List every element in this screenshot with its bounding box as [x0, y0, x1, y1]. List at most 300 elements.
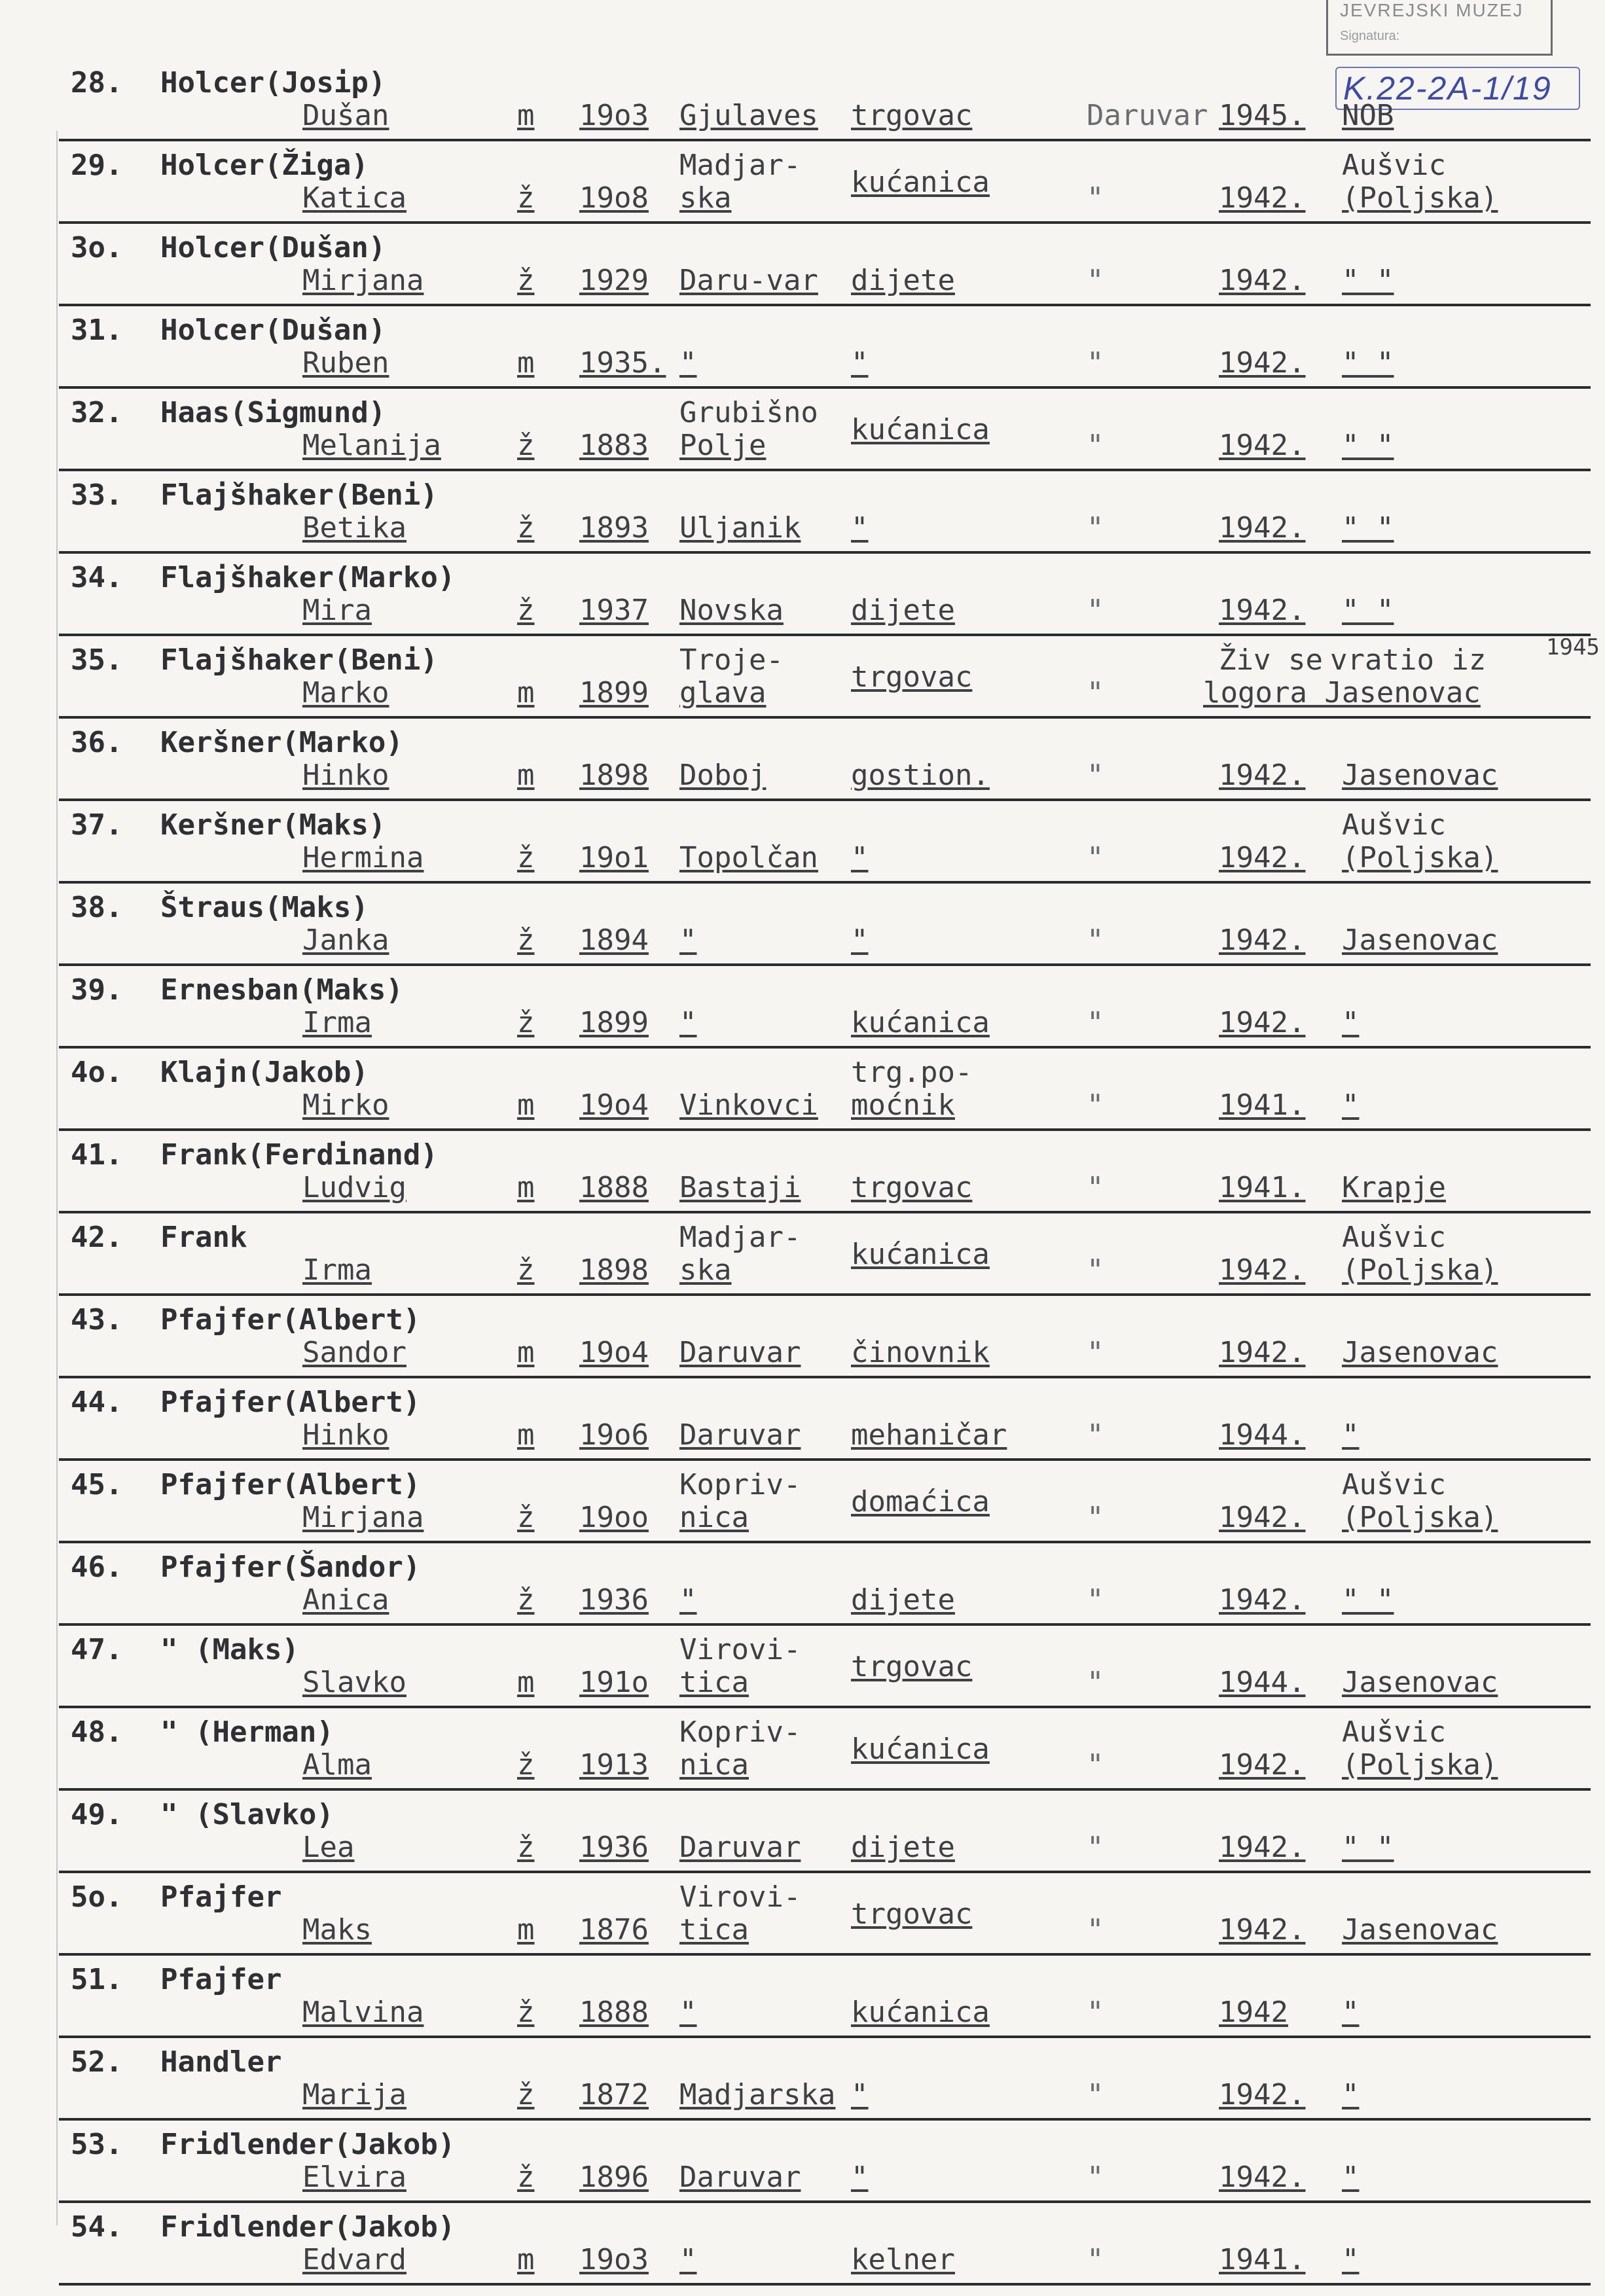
cell-dyear: 1942. [1219, 346, 1306, 380]
cell-dyear: 1942. [1219, 1583, 1306, 1617]
cell-fate2: NOB [1342, 99, 1394, 132]
cell-num: 28. [71, 66, 123, 99]
cell-parent: Frank [160, 1221, 247, 1254]
table-row [0, 1215, 1605, 1297]
cell-parent: " (Herman) [160, 1715, 334, 1749]
row-rule [59, 1046, 1591, 1049]
cell-place2: nica [679, 1748, 749, 1782]
cell-occ: trgovac [851, 1650, 973, 1683]
row-rule [59, 963, 1591, 966]
cell-loc: " [1087, 1913, 1104, 1946]
row-rule [59, 634, 1591, 636]
cell-occ-pre: trg.po- [851, 1056, 973, 1089]
cell-fate: vratio iz [1330, 643, 1487, 677]
cell-place: " [679, 2243, 697, 2276]
cell-place: Madjarska [679, 2078, 836, 2111]
cell-place: Daruvar [679, 1831, 801, 1864]
cell-fate2: Jasenovac [1342, 1336, 1498, 1369]
cell-num: 39. [71, 973, 123, 1007]
cell-num: 44. [71, 1386, 123, 1419]
cell-parent: Holcer(Žiga) [160, 149, 369, 182]
cell-occ: " [851, 511, 869, 545]
cell-fate: Aušvic [1342, 1221, 1446, 1254]
cell-place: Topolčan [679, 841, 818, 874]
cell-dyear: 1942. [1219, 2078, 1306, 2111]
cell-loc: " [1087, 1996, 1104, 2029]
cell-parent: Holcer(Josip) [160, 66, 386, 99]
table-row [0, 1050, 1605, 1132]
cell-sex: m [517, 1913, 535, 1946]
cell-place2: glava [679, 676, 766, 709]
cell-dyear: 1942. [1219, 841, 1306, 874]
cell-occ: mehaničar [851, 1418, 1007, 1452]
cell-num: 32. [71, 396, 123, 429]
cell-sex: m [517, 1088, 535, 1122]
cell-dyear: 1942. [1219, 1336, 1306, 1369]
row-rule [59, 386, 1591, 389]
cell-occ: dijete [851, 1583, 955, 1617]
cell-sex: ž [517, 1583, 535, 1617]
cell-loc: " [1087, 1748, 1104, 1782]
row-rule [59, 304, 1591, 306]
cell-parent: Pfajfer [160, 1880, 282, 1914]
cell-name: Mirko [302, 1088, 389, 1122]
cell-name: Mirjana [302, 1501, 424, 1534]
table-row [0, 2204, 1605, 2287]
cell-loc: " [1087, 1006, 1104, 1039]
cell-loc: " [1087, 1583, 1104, 1617]
row-rule [59, 551, 1591, 554]
cell-place: " [679, 346, 697, 380]
cell-fate2: " [1342, 1088, 1360, 1122]
table-row [0, 1627, 1605, 1710]
cell-occ: domaćica [851, 1485, 990, 1518]
cell-place: Gjulaves [679, 99, 818, 132]
cell-num: 53. [71, 2128, 123, 2161]
cell-fate2: (Poljska) [1342, 181, 1498, 215]
cell-loc: " [1087, 1831, 1104, 1864]
cell-loc: " [1087, 924, 1104, 957]
cell-num: 31. [71, 314, 123, 347]
cell-loc: " [1087, 1088, 1104, 1122]
table-row [0, 555, 1605, 637]
cell-parent: Klajn(Jakob) [160, 1056, 369, 1089]
cell-name: Lea [302, 1831, 355, 1864]
cell-occ: trgovac [851, 99, 973, 132]
row-rule [59, 1871, 1591, 1873]
cell-occ: kućanica [851, 166, 990, 199]
cell-num: 29. [71, 149, 123, 182]
table-row [0, 1792, 1605, 1874]
cell-year: 1898 [579, 1253, 649, 1287]
cell-occ: kelner [851, 2243, 955, 2276]
cell-occ: " [851, 2078, 869, 2111]
cell-sex: ž [517, 841, 535, 874]
cell-dyear: 1944. [1219, 1666, 1306, 1699]
cell-dyear: Živ se [1219, 643, 1323, 677]
cell-occ: dijete [851, 1831, 955, 1864]
cell-place: " [679, 1006, 697, 1039]
cell-dyear: 1941. [1219, 2243, 1306, 2276]
cell-parent: " (Maks) [160, 1633, 299, 1666]
cell-sex: ž [517, 924, 535, 957]
cell-fate2: logora Jasenovac [1203, 676, 1481, 709]
cell-dyear: 1945. [1219, 99, 1306, 132]
cell-place: Daruvar [679, 1418, 801, 1452]
cell-name: Betika [302, 511, 406, 545]
table-row [0, 473, 1605, 555]
table-row [0, 802, 1605, 885]
cell-dyear: 1942. [1219, 2161, 1306, 2194]
row-rule [59, 798, 1591, 801]
cell-parent: Pfajfer(Albert) [160, 1386, 421, 1419]
cell-loc: " [1087, 1253, 1104, 1287]
cell-year: 1888 [579, 1171, 649, 1204]
table-row [0, 308, 1605, 390]
table-row [0, 143, 1605, 225]
cell-place: " [679, 924, 697, 957]
cell-fate2: Jasenovac [1342, 1666, 1498, 1699]
cell-place: Uljanik [679, 511, 801, 545]
cell-place2: ska [679, 1253, 732, 1287]
cell-parent: Handler [160, 2045, 282, 2079]
cell-place: " [679, 1996, 697, 2029]
cell-place: Virovi- [679, 1633, 801, 1666]
cell-fate2: (Poljska) [1342, 1748, 1498, 1782]
cell-loc: " [1087, 841, 1104, 874]
cell-fate2: " [1342, 2243, 1360, 2276]
cell-loc: " [1087, 676, 1104, 709]
cell-name: Sandor [302, 1336, 406, 1369]
table-row [0, 1297, 1605, 1380]
cell-year: 1913 [579, 1748, 649, 1782]
cell-place: " [679, 1583, 697, 1617]
cell-num: 47. [71, 1633, 123, 1666]
cell-loc: " [1087, 511, 1104, 545]
cell-loc: " [1087, 1501, 1104, 1534]
row-rule [59, 1953, 1591, 1956]
cell-loc: " [1087, 181, 1104, 215]
cell-year: 1898 [579, 759, 649, 792]
cell-fate2: (Poljska) [1342, 841, 1498, 874]
cell-parent: Fridlender(Jakob) [160, 2210, 456, 2244]
cell-sex: ž [517, 429, 535, 462]
cell-occ: trgovac [851, 1171, 973, 1204]
table-row [0, 720, 1605, 802]
cell-place: Daru-var [679, 264, 818, 297]
cell-sex: m [517, 759, 535, 792]
cell-fate: Aušvic [1342, 1468, 1446, 1501]
cell-num: 35. [71, 643, 123, 677]
cell-occ: " [851, 924, 869, 957]
cell-parent: Holcer(Dušan) [160, 314, 386, 347]
cell-dyear: 1942. [1219, 594, 1306, 627]
cell-place: Madjar- [679, 149, 801, 182]
cell-year: 1896 [579, 2161, 649, 2194]
row-rule [59, 716, 1591, 719]
cell-name: Anica [302, 1583, 389, 1617]
cell-sex: ž [517, 1831, 535, 1864]
cell-place: Kopriv- [679, 1468, 801, 1501]
cell-year: 1876 [579, 1913, 649, 1946]
cell-num: 33. [71, 478, 123, 512]
table-row [0, 1957, 1605, 2039]
table-row [0, 1545, 1605, 1627]
cell-loc: " [1087, 2161, 1104, 2194]
cell-dyear: 1942. [1219, 1748, 1306, 1782]
cell-sex: m [517, 346, 535, 380]
cell-num: 51. [71, 1963, 123, 1996]
cell-place: Grubišno [679, 396, 818, 429]
stamp-title: JEVREJSKI MUZEJ [1340, 0, 1524, 20]
cell-fate2: Jasenovac [1342, 759, 1498, 792]
cell-fate2: " [1342, 1006, 1360, 1039]
cell-fate2: " " [1342, 429, 1394, 462]
cell-occ: gostion. [851, 759, 990, 792]
cell-dyear: 1942. [1219, 1253, 1306, 1287]
cell-year: 1899 [579, 1006, 649, 1039]
cell-loc: " [1087, 429, 1104, 462]
cell-num: 34. [71, 561, 123, 594]
cell-name: Katica [302, 181, 406, 215]
row-rule [59, 1541, 1591, 1543]
cell-year: 1899 [579, 676, 649, 709]
cell-sex: m [517, 1418, 535, 1452]
cell-sex: ž [517, 181, 535, 215]
cell-occ: činovnik [851, 1336, 990, 1369]
cell-name: Mirjana [302, 264, 424, 297]
cell-num: 52. [71, 2045, 123, 2079]
cell-fate2: " [1342, 2161, 1360, 2194]
cell-sex: ž [517, 1501, 535, 1534]
cell-sex: ž [517, 264, 535, 297]
cell-name: Hermina [302, 841, 424, 874]
cell-name: Janka [302, 924, 389, 957]
cell-name: Dušan [302, 99, 389, 132]
row-rule [59, 1458, 1591, 1461]
cell-fate2: (Poljska) [1342, 1253, 1498, 1287]
cell-sex: ž [517, 594, 535, 627]
cell-loc: " [1087, 346, 1104, 380]
cell-place: Bastaji [679, 1171, 801, 1204]
row-rule [59, 2283, 1591, 2286]
table-row [0, 1380, 1605, 1462]
cell-place: Virovi- [679, 1880, 801, 1914]
table-row [0, 1132, 1605, 1215]
cell-name: Irma [302, 1006, 372, 1039]
cell-dyear: 1942. [1219, 511, 1306, 545]
cell-year: 1893 [579, 511, 649, 545]
cell-year: 19o4 [579, 1088, 649, 1122]
cell-place2: Polje [679, 429, 766, 462]
cell-parent: " (Slavko) [160, 1798, 334, 1831]
cell-extra: 1945 [1546, 634, 1600, 660]
cell-fate2: " " [1342, 1583, 1394, 1617]
cell-fate2: " " [1342, 594, 1394, 627]
cell-fate2: " " [1342, 346, 1394, 380]
cell-num: 36. [71, 726, 123, 759]
cell-sex: ž [517, 1748, 535, 1782]
cell-fate2: Jasenovac [1342, 1913, 1498, 1946]
cell-parent: Flajšhaker(Beni) [160, 643, 438, 677]
cell-place: Vinkovci [679, 1088, 818, 1122]
cell-loc: " [1087, 2243, 1104, 2276]
cell-year: 1936 [579, 1583, 649, 1617]
cell-occ: " [851, 2161, 869, 2194]
cell-year: 19o8 [579, 181, 649, 215]
cell-fate2: " [1342, 2078, 1360, 2111]
cell-place: Daruvar [679, 2161, 801, 2194]
cell-parent: Flajšhaker(Beni) [160, 478, 438, 512]
table-row [0, 60, 1605, 143]
cell-loc: Daruvar [1087, 99, 1208, 132]
cell-name: Edvard [302, 2243, 406, 2276]
table-row [0, 885, 1605, 967]
cell-num: 38. [71, 891, 123, 924]
cell-name: Maks [302, 1913, 372, 1946]
cell-name: Malvina [302, 1996, 424, 2029]
cell-year: 19o6 [579, 1418, 649, 1452]
cell-loc: " [1087, 759, 1104, 792]
row-rule [59, 2118, 1591, 2121]
cell-num: 43. [71, 1303, 123, 1336]
cell-sex: ž [517, 2161, 535, 2194]
cell-fate2: Jasenovac [1342, 924, 1498, 957]
cell-fate2: (Poljska) [1342, 1501, 1498, 1534]
cell-parent: Pfajfer(Albert) [160, 1468, 421, 1501]
row-rule [59, 139, 1591, 141]
stamp-signature-label: Signatura: [1340, 29, 1400, 43]
cell-parent: Holcer(Dušan) [160, 231, 386, 264]
table-row [0, 1710, 1605, 1792]
cell-place: Doboj [679, 759, 766, 792]
cell-dyear: 1942. [1219, 1831, 1306, 1864]
cell-sex: m [517, 1336, 535, 1369]
cell-name: Irma [302, 1253, 372, 1287]
cell-occ: kućanica [851, 1732, 990, 1766]
row-rule [59, 221, 1591, 224]
signature-code: K.22-2A-1/19 [1335, 67, 1580, 110]
cell-parent: Keršner(Maks) [160, 808, 386, 842]
cell-name: Alma [302, 1748, 372, 1782]
cell-loc: " [1087, 1171, 1104, 1204]
cell-year: 1872 [579, 2078, 649, 2111]
cell-year: 1937 [579, 594, 649, 627]
cell-dyear: 1942 [1219, 1996, 1288, 2029]
cell-year: 1935. [579, 346, 666, 380]
cell-parent: Pfajfer [160, 1963, 282, 1996]
cell-loc: " [1087, 2078, 1104, 2111]
cell-year: 1936 [579, 1831, 649, 1864]
cell-place2: nica [679, 1501, 749, 1534]
cell-name: Marija [302, 2078, 406, 2111]
cell-num: 54. [71, 2210, 123, 2244]
cell-dyear: 1942. [1219, 181, 1306, 215]
cell-dyear: 1942. [1219, 1913, 1306, 1946]
cell-year: 19o4 [579, 1336, 649, 1369]
cell-year: 19o3 [579, 2243, 649, 2276]
cell-parent: Štraus(Maks) [160, 891, 369, 924]
cell-occ: dijete [851, 264, 955, 297]
cell-place: Daruvar [679, 1336, 801, 1369]
cell-year: 19o1 [579, 841, 649, 874]
row-rule [59, 1706, 1591, 1708]
cell-name: Melanija [302, 429, 441, 462]
cell-num: 45. [71, 1468, 123, 1501]
cell-parent: Frank(Ferdinand) [160, 1138, 438, 1172]
cell-place2: ska [679, 181, 732, 215]
cell-num: 5o. [71, 1880, 123, 1914]
cell-num: 37. [71, 808, 123, 842]
cell-year: 191o [579, 1666, 649, 1699]
row-rule [59, 1293, 1591, 1296]
cell-num: 3o. [71, 231, 123, 264]
cell-year: 19o3 [579, 99, 649, 132]
cell-fate2: " " [1342, 511, 1394, 545]
cell-fate2: " " [1342, 1831, 1394, 1864]
cell-year: 19oo [579, 1501, 649, 1534]
cell-dyear: 1941. [1219, 1088, 1306, 1122]
table-row [0, 2122, 1605, 2204]
cell-num: 41. [71, 1138, 123, 1172]
cell-occ: trgovac [851, 1897, 973, 1931]
cell-year: 1883 [579, 429, 649, 462]
cell-dyear: 1942. [1219, 759, 1306, 792]
cell-dyear: 1942. [1219, 264, 1306, 297]
cell-name: Marko [302, 676, 389, 709]
cell-sex: ž [517, 1253, 535, 1287]
cell-place: Kopriv- [679, 1715, 801, 1749]
cell-occ: kućanica [851, 1006, 990, 1039]
row-rule [59, 2200, 1591, 2203]
cell-dyear: 1942. [1219, 429, 1306, 462]
cell-parent: Keršner(Marko) [160, 726, 403, 759]
cell-dyear: 1944. [1219, 1418, 1306, 1452]
cell-loc: " [1087, 1336, 1104, 1369]
row-rule [59, 2036, 1591, 2038]
cell-num: 46. [71, 1551, 123, 1584]
cell-fate2: " [1342, 1996, 1360, 2029]
cell-occ: kućanica [851, 1996, 990, 2029]
cell-name: Ruben [302, 346, 389, 380]
cell-sex: m [517, 99, 535, 132]
cell-sex: ž [517, 1996, 535, 2029]
cell-parent: Pfajfer(Albert) [160, 1303, 421, 1336]
cell-place: Novska [679, 594, 784, 627]
cell-occ: " [851, 346, 869, 380]
cell-name: Ludvig [302, 1171, 406, 1204]
cell-parent: Pfajfer(Šandor) [160, 1551, 421, 1584]
cell-dyear: 1942. [1219, 1501, 1306, 1534]
cell-name: Hinko [302, 759, 389, 792]
row-rule [59, 1211, 1591, 1213]
row-rule [59, 469, 1591, 471]
cell-sex: m [517, 676, 535, 709]
cell-parent: Flajšhaker(Marko) [160, 561, 456, 594]
cell-num: 49. [71, 1798, 123, 1831]
table-row [0, 1874, 1605, 1957]
cell-year: 1894 [579, 924, 649, 957]
cell-loc: " [1087, 1418, 1104, 1452]
museum-stamp [1326, 0, 1553, 56]
cell-occ: trgovac [851, 660, 973, 694]
cell-fate2: Krapje [1342, 1171, 1446, 1204]
cell-occ: dijete [851, 594, 955, 627]
cell-loc: " [1087, 594, 1104, 627]
cell-place2: tica [679, 1913, 749, 1946]
cell-name: Elvira [302, 2161, 406, 2194]
cell-occ: moćnik [851, 1088, 955, 1122]
